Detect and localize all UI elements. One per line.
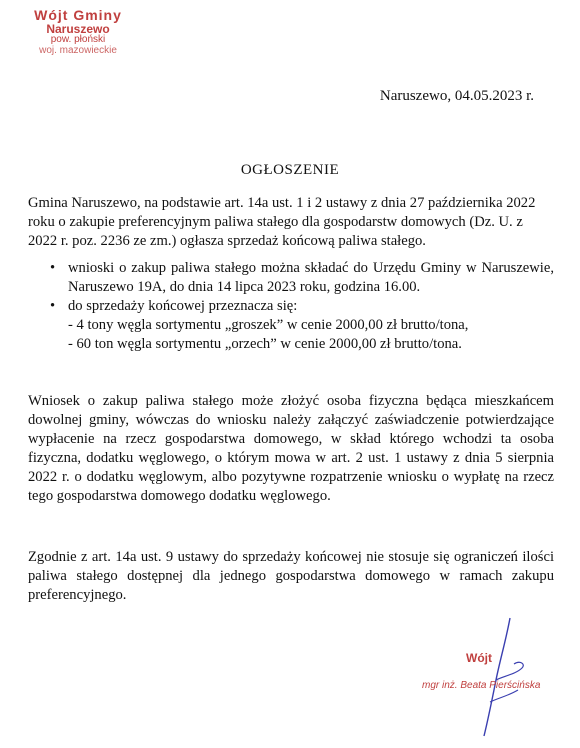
intro-paragraph: Gmina Naruszewo, na podstawie art. 14a ust. 1 i 2 ustawy z dnia 27 października 2022 roku o zakupie preferencyjnym paliwa stałego dla gospodarstw domowych (Dz. U. z 2022 r. poz. 2236 ze zm.) ogłasza sprzedaż końcową paliwa stałego. xyxy=(28,195,536,249)
eligibility-paragraph: Wniosek o zakup paliwa stałego może złożyć osoba fizyczna będąca mieszkańcem dowolnej gminy, wówczas do wniosku należy załączyć zaświadczenie potwierdzające wypłacenie na rzecz gospodarstwa domowego, w skład którego wchodzi ta osoba fizyczna, dodatku węglowego, o którym mowa w art. 2 ust. 1 ustawy z dnia 5 sierpnia 2022 r. o dodatku węglowym, albo pozytywne rozpatrzenie wniosku o wypłatę na rzecz tego gospodarstwa domowego dodatku węglowego. xyxy=(28,393,554,504)
bullet-dot-icon: • xyxy=(50,260,56,276)
stamp-line-1: Wójt Gminy xyxy=(34,7,122,23)
signature-role: Wójt xyxy=(466,651,492,665)
limits-paragraph: Zgodnie z art. 14a ust. 9 ustawy do sprzedaży końcowej nie stosuje się ograniczeń ilości paliwa stałego dostępnej dla jednego gospodarstwa domowego w ramach zakupu preferencyjnego. xyxy=(28,549,554,603)
bullet-list xyxy=(46,259,554,354)
office-stamp xyxy=(18,8,138,56)
stamp-line-2: Naruszewo xyxy=(46,21,110,36)
signature-name: mgr inż. Beata Pierścińska xyxy=(422,680,541,691)
document-title: OGŁOSZENIE xyxy=(240,162,340,178)
bullet-text: wnioski o zakup paliwa stałego można składać do Urzędu Gminy w Naruszewie, Naruszewo 19A, do dnia 14 lipca 2023 roku, godzina 16.00. xyxy=(68,260,554,295)
stamp-line-4: woj. mazowieckie xyxy=(39,44,117,56)
stamp-line-3: pow. płoński xyxy=(50,34,106,46)
coal-groszek-line: - 4 tony węgla sortymentu „groszek” w cenie 2000,00 zł brutto/tona, xyxy=(68,317,469,333)
bullet-item-applications xyxy=(46,259,554,297)
bullet-dot-icon: • xyxy=(50,298,56,314)
bullet-item-final-sale xyxy=(46,297,554,354)
handwritten-signature-icon xyxy=(470,610,530,740)
bullet-text: do sprzedaży końcowej przeznacza się: xyxy=(68,298,298,314)
coal-orzech-line: - 60 ton węgla sortymentu „orzech” w cenie 2000,00 zł brutto/tona. xyxy=(68,336,462,352)
document-date: Naruszewo, 04.05.2023 r. xyxy=(379,88,534,104)
